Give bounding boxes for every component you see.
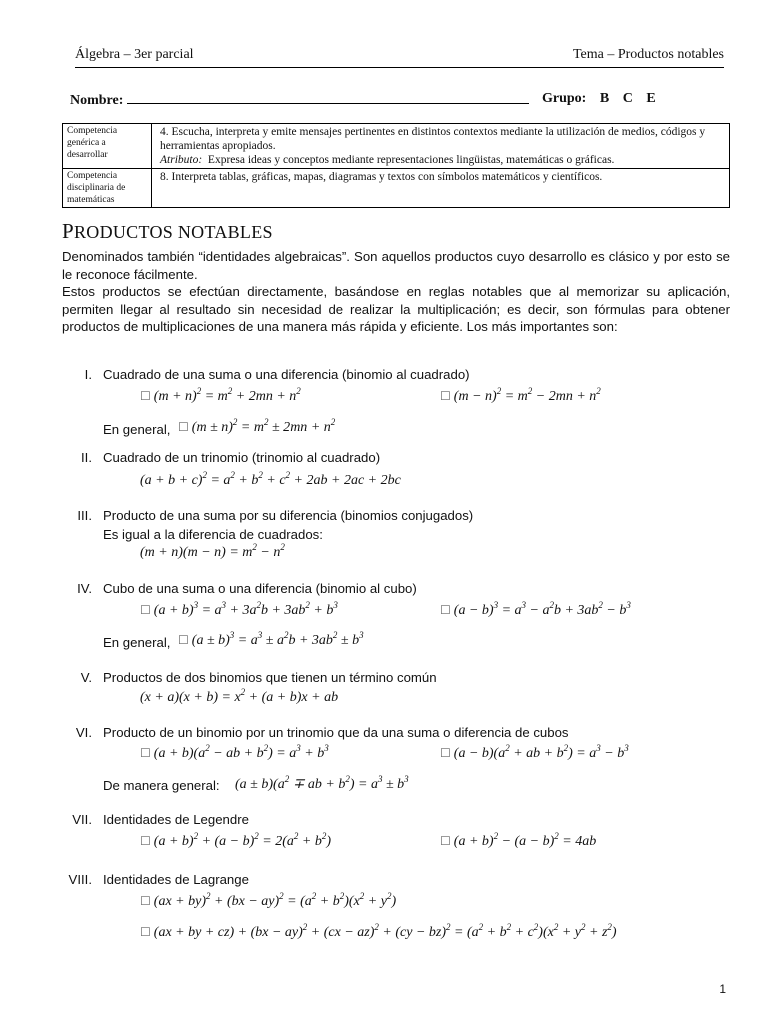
name-field[interactable] [127, 91, 529, 104]
table-row [63, 169, 730, 208]
section-number: VIII. [68, 872, 92, 887]
intro-text [62, 248, 730, 336]
section-number: VI. [75, 725, 92, 740]
generic-competency-value [152, 124, 730, 169]
section-heading: Identidades de Legendre [103, 812, 249, 827]
section-number: IV. [77, 581, 92, 596]
section-heading: Productos de dos binomios que tienen un término común [103, 670, 437, 685]
formula: $(a + b + c)^2 = a^2 + b^2 + c^2 + 2ab + 2ac + 2bc$ [140, 470, 401, 488]
formula: ☐ $(a + b)^3 = a^3 + 3a^2b + 3ab^2 + b^3$ [140, 600, 338, 618]
formula: ☐ $(a + b)^2 + (a - b)^2 = 2(a^2 + b^2)$ [140, 831, 332, 849]
formula: ☐ $(m \pm n)^2 = m^2 \pm 2mn + n^2$ [178, 417, 336, 435]
formula: ☐ $(a + b)(a^2$ − ab + $b^2) = a^3 + b^3$ [140, 743, 329, 761]
subject-label: Álgebra – 3er parcial [75, 47, 194, 62]
generic-competency-key: Competencia genérica a desarrollar [63, 124, 152, 169]
formula: ☐ $(m + n)^2 = m^2 + 2mn + n^2$ [140, 386, 301, 404]
formula: ☐ (ax + by + $cz) + (bx - ay)^2 + (cx - az)^2 + (cy - bz)^2 = (a^2 + b^2 + c^2)(x^2 + y^2 + z^2)$ [140, 922, 617, 940]
section-number: V. [80, 670, 92, 685]
group-option-b: B [599, 91, 610, 106]
page-header [75, 47, 724, 68]
section-subheading: Es igual a la diferencia de cuadrados: [103, 527, 323, 542]
topic-label: Tema – Productos notables [572, 47, 724, 62]
section-number: II. [81, 450, 92, 465]
formula: ☐ $(a \pm b)^3 = a^3 \pm a^2b + 3ab^2 \pm b^3$ [178, 630, 364, 648]
group-option-e: E [646, 91, 656, 106]
formula: ☐ $(ax + by)^2 + (bx - ay)^2 = (a^2 + b^2)(x^2 + y^2)$ [140, 891, 397, 909]
formula: $(a \pm b)(a^2$ ∓ ab + $b^2) = a^3 \pm b^3$ [235, 774, 409, 792]
section-heading: Producto de un binomio por un trinomio que da una suma o diferencia de cubos [103, 725, 569, 740]
intro-paragraph-2: Estos productos se efectúan directamente, basándose en reglas notables que al memorizar su aplicación, permiten llegar al resultado sin necesidad de realizar la multiplicación; es decir, son fórmulas para obtener productos de multiplicaciones de una manera más rápida y eficiente. Los más importantes son: [62, 284, 730, 334]
section-heading: Cubo de una suma o una diferencia (binomio al cubo) [103, 581, 417, 596]
formula: ☐ $(m - n)^2 = m^2 - 2mn + n^2$ [440, 386, 601, 404]
formula: ☐ $(a - b)(a^2$ + ab + $b^2) = a^3 - b^3$ [440, 743, 629, 761]
formula: $(m + n)(m - n) = m^2 - n^2$ [140, 542, 285, 560]
general-label: De manera general: [103, 778, 220, 793]
formula: ☐ $(a - b)^3 = a^3 - a^2b + 3ab^2 - b^3$ [440, 600, 631, 618]
page-title: PRODUCTOS NOTABLES [62, 219, 273, 243]
formula: $(x + a)(x + b) = x^2 + (a + b)x$ + ab [140, 687, 339, 705]
general-label: En general, [103, 422, 171, 437]
group-field [542, 91, 656, 107]
disciplinary-competency-value: 8. Interpreta tablas, gráficas, mapas, diagramas y textos con símbolos matemáticos y científicos. [152, 169, 730, 208]
section-heading: Cuadrado de una suma o una diferencia (binomio al cuadrado) [103, 367, 470, 382]
formula: ☐ $(a + b)^2 - (a - b)^2 = 4ab$ [440, 831, 597, 849]
section-heading: Cuadrado de un trinomio (trinomio al cuadrado) [103, 450, 381, 465]
section-heading: Producto de una suma por su diferencia (binomios conjugados) [103, 508, 474, 523]
section-heading: Identidades de Lagrange [103, 872, 249, 887]
group-option-c: C [622, 91, 633, 106]
competencies-table [62, 123, 730, 208]
intro-paragraph-1: Denominados también “identidades algebraicas”. Son aquellos productos cuyo desarrollo es clásico y por esto se le reconoce fácilmente. [62, 249, 730, 282]
section-number: III. [77, 508, 92, 523]
general-label: En general, [103, 635, 171, 650]
section-number: I. [84, 367, 92, 382]
section-number: VII. [72, 812, 92, 827]
table-row [63, 124, 730, 169]
disciplinary-competency-key: Competencia disciplinaria de matemáticas [63, 169, 152, 208]
name-label: Nombre: [70, 93, 124, 108]
generic-competency-text: 4. Escucha, interpreta y emite mensajes pertinentes en distintos contextos mediante la utilización de medios, códigos y herramientas apropiados. [160, 126, 706, 152]
name-group-row [70, 91, 730, 109]
attribute-label: Atributo: [160, 154, 203, 166]
page-number: 1 [719, 982, 726, 996]
group-label: Grupo: [542, 91, 587, 106]
attribute-value: Expresa ideas y conceptos mediante representaciones lingüistas, matemáticas o gráficas. [207, 154, 615, 166]
